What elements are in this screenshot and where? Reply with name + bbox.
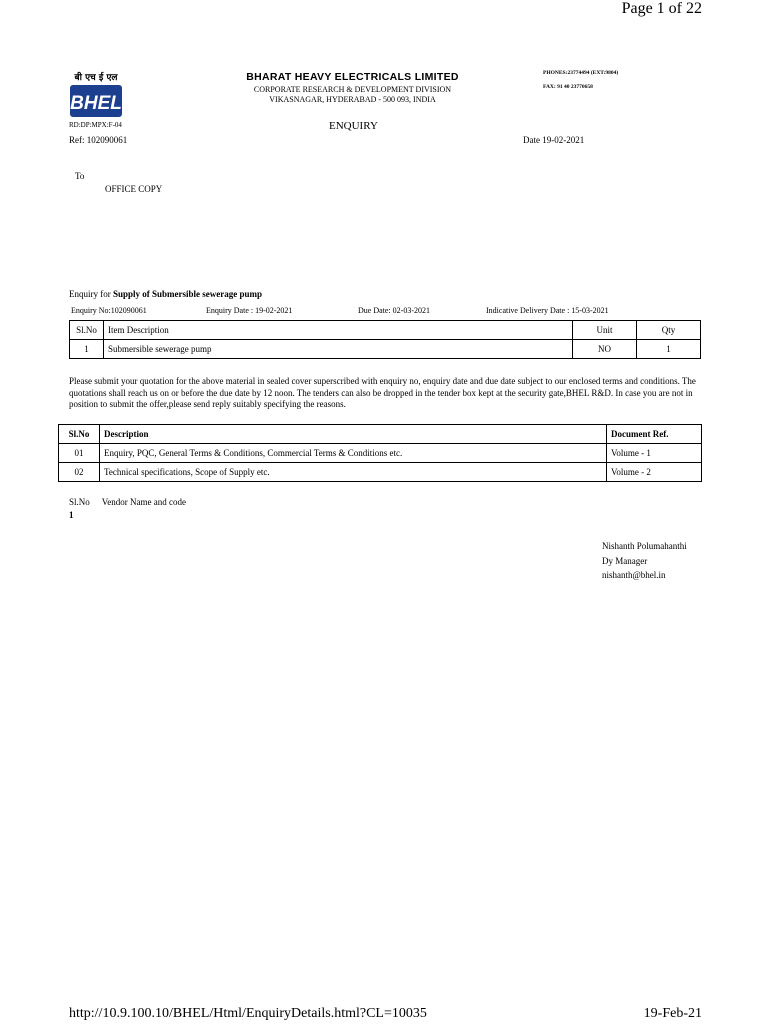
enquiry-for-prefix: Enquiry for	[69, 289, 111, 299]
items-table	[69, 320, 701, 359]
doc-description: Technical specifications, Scope of Supply etc.	[100, 463, 607, 482]
document-title: ENQUIRY	[329, 120, 378, 132]
form-number: RD:DP:MPX:F-04	[69, 121, 122, 129]
doc-ref: Volume - 2	[607, 463, 702, 482]
documents-header-row	[59, 425, 702, 444]
item-description: Submersible sewerage pump	[104, 340, 573, 359]
division-address	[215, 85, 490, 105]
due-date: Due Date: 02-03-2021	[358, 306, 430, 315]
header-qty: Qty	[637, 321, 701, 340]
documents-table	[58, 424, 702, 482]
page-number: Page 1 of 22	[621, 0, 702, 17]
doc-description: Enquiry, PQC, General Terms & Conditions, Commercial Terms & Conditions etc.	[100, 444, 607, 463]
table-row	[59, 463, 702, 482]
division-line-1: CORPORATE RESEARCH & DEVELOPMENT DIVISION	[253, 85, 452, 94]
item-sl-no: 1	[70, 340, 104, 359]
table-row	[70, 340, 701, 359]
doc-sl-no: 01	[59, 444, 100, 463]
table-row	[59, 444, 702, 463]
header-item-description: Item Description	[104, 321, 573, 340]
instructions-paragraph: Please submit your quotation for the above material in sealed cover superscribed with enquiry no, enquiry date and due date subject to our enclosed terms and conditions. The quotations shall reach us on or before the due date by 12 noon. The tenders can also be dropped in the tender box kept at the security gate,BHEL R&D. In case you are not in position to submit the offer,please send reply suitably specifying the reasons.	[69, 376, 696, 409]
enquiry-no: Enquiry No:102090061	[71, 306, 147, 315]
items-header-row	[70, 321, 701, 340]
delivery-date: Indicative Delivery Date : 15-03-2021	[486, 306, 609, 315]
header-document-ref: Document Ref.	[607, 425, 702, 444]
addressee: OFFICE COPY	[105, 184, 163, 194]
doc-sl-no: 02	[59, 463, 100, 482]
enquiry-date: Enquiry Date : 19-02-2021	[206, 306, 293, 315]
signatory-email: nishanth@bhel.in	[602, 570, 666, 580]
phones: PHONES:23774494 (EXT:9804)	[543, 70, 619, 76]
division-line-2: VIKASNAGAR, HYDERABAD - 500 093, INDIA	[269, 95, 436, 104]
header-description: Description	[100, 425, 607, 444]
logo-bhel: BHEL	[70, 93, 122, 114]
doc-ref: Volume - 1	[607, 444, 702, 463]
vendor-name-header: Vendor Name and code	[101, 497, 186, 507]
to-label: To	[75, 171, 85, 181]
item-qty: 1	[637, 340, 701, 359]
item-unit: NO	[573, 340, 637, 359]
enquiry-subject	[69, 289, 262, 299]
header-sl-no: Sl.No	[59, 425, 100, 444]
fax: FAX: 91 40 23770658	[543, 84, 593, 90]
company-name: BHARAT HEAVY ELECTRICALS LIMITED	[246, 71, 459, 83]
header-unit: Unit	[573, 321, 637, 340]
reference-number: Ref: 102090061	[69, 135, 128, 145]
signatory-block	[602, 539, 687, 583]
signatory-name: Nishanth Polumahanthi	[602, 541, 687, 551]
header-sl-no: Sl.No	[70, 321, 104, 340]
bhel-logo	[68, 70, 124, 118]
vendor-header	[69, 497, 186, 507]
footer-url: http://10.9.100.10/BHEL/Html/EnquiryDetails.html?CL=10035	[69, 1006, 427, 1021]
vendor-sl-header: Sl.No	[69, 497, 90, 507]
logo-devanagari: बी एच ई एल	[74, 73, 118, 83]
enquiry-for-subject: Supply of Submersible sewerage pump	[113, 289, 263, 299]
signatory-designation: Dy Manager	[602, 555, 648, 566]
document-date: Date 19-02-2021	[523, 135, 585, 145]
vendor-first-sl: 1	[69, 510, 74, 520]
footer-date: 19-Feb-21	[643, 1006, 702, 1021]
